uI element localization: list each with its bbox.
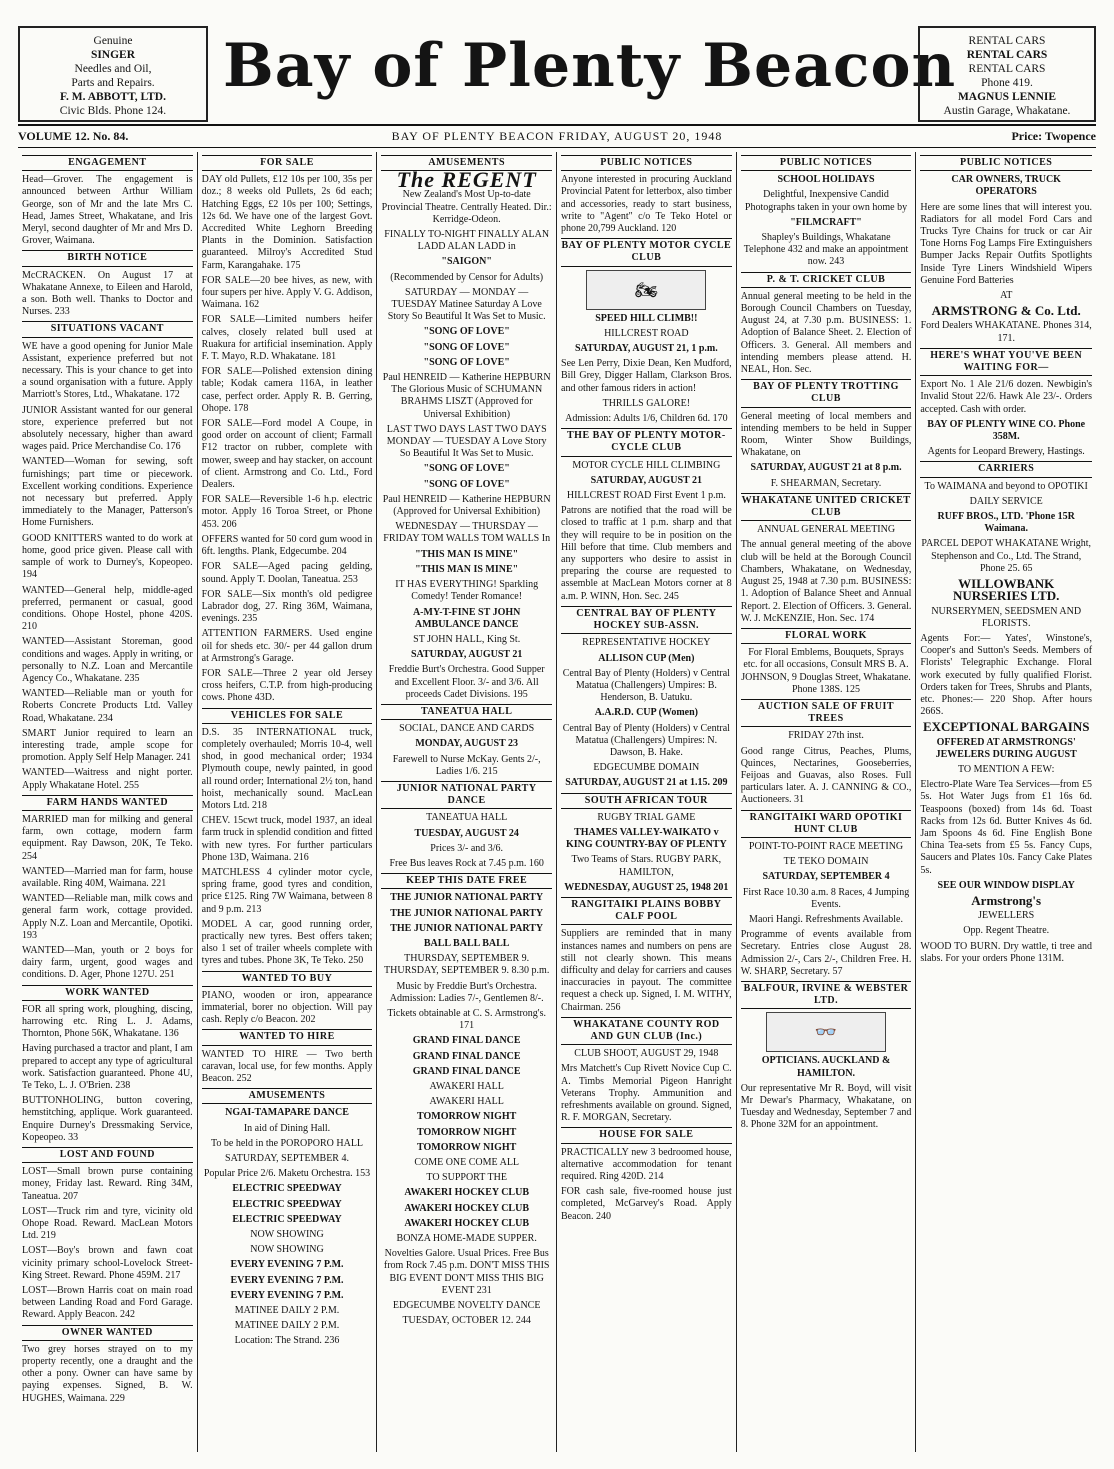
section-heading: JUNIOR NATIONAL PARTY DANCE	[381, 781, 552, 809]
centered-line: REPRESENTATIVE HOCKEY	[582, 637, 711, 649]
centered-line: WEDNESDAY — THURSDAY — FRIDAY TOM WALLS TOM WALLS In	[383, 521, 551, 545]
issue-date: BAY OF PLENTY BEACON FRIDAY, AUGUST 20, 1948	[391, 129, 723, 143]
classified-ad-text: FOR SALE—Limited numbers heifer calves, closely related bull used at Ruakura for artificial insemination. Apply F. T. Mayo, R.D. Whakatane. 181	[201, 314, 373, 363]
centered-line: EDGECUMBE DOMAIN	[593, 762, 700, 774]
centered-line: OPTICIANS. AUCKLAND & HAMILTON.	[761, 1055, 891, 1079]
ad-line: MAGNUS LENNIE	[957, 91, 1057, 103]
centered-line: ALLISON CUP (Men)	[598, 652, 695, 664]
centered-line: MONDAY, AUGUST 23	[415, 738, 519, 750]
centered-line: "SAIGON"	[441, 256, 492, 268]
centered-line: "THIS MAN IS MINE"	[415, 563, 519, 575]
section-heading: SITUATIONS VACANT	[22, 321, 193, 337]
classified-ad-text: FOR cash sale, five-roomed house just completed, McGarvey's Road. Apply Beacon. 240	[561, 1186, 732, 1222]
ad-line: F. M. ABBOTT, LTD.	[60, 91, 166, 103]
centered-line: SATURDAY, AUGUST 21 at 1.15. 209	[565, 777, 728, 789]
classified-ad-text: JUNIOR Assistant wanted for our general store, experience preferred but not absolutely necessary, higher than award wages paid. Price Merchandise Co. 176	[22, 404, 193, 453]
section-heading: AMUSEMENTS	[381, 155, 552, 171]
section-heading: AUCTION SALE OF FRUIT TREES	[741, 699, 912, 727]
section-heading: RANGITAIKI WARD OPOTIKI HUNT CLUB	[741, 810, 912, 838]
section-heading: PUBLIC NOTICES	[561, 155, 732, 171]
centered-line: BONZA HOME-MADE SUPPER.	[396, 1233, 537, 1245]
centered-line: In aid of Dining Hall.	[243, 1122, 331, 1134]
classified-ad-text: Anyone interested in procuring Auckland Provincial Patent for letterbox, also timber and accessories, ready to start business, write to "Agent" c/o Te Teko Hotel or phone 20,799 Auckland. 120	[561, 174, 732, 235]
centered-line: TE TEKO DOMAIN	[783, 856, 869, 868]
section-heading: LOST AND FOUND	[22, 1147, 193, 1163]
centered-line: THAMES VALLEY-WAIKATO v KING COUNTRY-BAY OF PLENTY	[566, 826, 727, 851]
centered-line: "SONG OF LOVE"	[423, 356, 510, 368]
centered-line: TO MENTION A FEW:	[958, 763, 1055, 775]
column-4	[557, 152, 737, 1452]
classified-ad-text: LOST—Brown Harris coat on main road between Landing Road and Ford Garage. Reward. Apply Beacon. 242	[22, 1285, 193, 1321]
centered-line: "THIS MAN IS MINE"	[415, 548, 519, 560]
centered-line: SATURDAY — MONDAY — TUESDAY Matinee Saturday A Love Story So Beautiful It Was Set to Music.	[387, 286, 546, 323]
display-heading: WILLOWBANK NURSERIES LTD.	[952, 576, 1060, 604]
centered-line: MOTOR CYCLE HILL CLIMBING	[572, 459, 721, 471]
classified-ad-text: Electro-Plate Ware Tea Services—from £5 5s. Hot Water Jugs from £1 16s 6d. Teaspoons (boxed) from 14s 6d. Toast Racks from 12s 6d. Butter Knives 4s 6d. Jam Spoons 4s 6d. Fine English Bone China Tea-sets from £5 5s. Fancy Cups, Saucers and Plates 10s. Fancy Cake Plates 5s.	[920, 779, 1093, 876]
classified-ad-text: Agents For:— Yates', Winstone's, Cooper's and Sutton's Seeds. Members of Florists' Telegraphic Exchange. Floral work executed by fully qualified Florist. Orders taken for Trees, Shrubs and Plants, etc. Phones:— 220 Shop. After hours 266S.	[920, 632, 1093, 718]
centered-line: THRILLS GALORE!	[602, 397, 691, 409]
centered-line: EVERY EVENING 7 P.M.	[230, 1289, 344, 1301]
section-heading: PUBLIC NOTICES	[741, 155, 912, 171]
centered-line: DAILY SERVICE	[969, 495, 1043, 507]
centered-line: BALL BALL BALL	[423, 937, 510, 949]
centered-line: First Race 10.30 a.m. 8 Races, 4 Jumping Events.	[742, 886, 910, 910]
centered-line: Popular Price 2/6. Maketu Orchestra. 153	[203, 1168, 371, 1180]
centered-line: TANEATUA HALL	[426, 812, 508, 824]
centered-line: Freddie Burt's Orchestra. Good Supper and Excellent Floor. 3/- and 3/6. All proceeds Cadet Divisions. 195	[388, 664, 545, 700]
section-heading: BAY OF PLENTY MOTOR CYCLE CLUB	[561, 238, 732, 266]
classified-ad-text: See Len Perry, Dixie Dean, Ken Mudford, Bill Grey, Digger Hallam, Clarkson Bros. and other famous riders in action!	[561, 358, 732, 394]
centered-line: For Floral Emblems, Bouquets, Sprays etc. for all occasions, Consult MRS B. A. JOHNSON, 9 Douglas Street, Whakatane. Phone 138S. 125	[741, 647, 911, 695]
classified-ad-text: MODEL A car, good running order, practically new tyres. Best offers taken; also 1 set of trailer wheels complete with tyres and tubes. Phone 3K, Te Teko. 250	[201, 918, 373, 967]
classified-ad-text: Suppliers are reminded that in many instances names and numbers on pens are still not clearly shown. This means difficulty and delay for carriers and causes inaccuracies in payout. The committee request a check up. Signed, I. M. WITHY, Chairman. 256	[561, 928, 732, 1013]
ad-line: RENTAL CARS	[968, 63, 1046, 75]
centered-line: ST JOHN HALL, King St.	[413, 633, 521, 645]
classified-ad-text: FOR SALE—20 bee hives, as new, with four supers per hive. Apply V. G. Addison, Waimana. 162	[201, 274, 373, 311]
centered-line: EVERY EVENING 7 P.M.	[230, 1274, 344, 1286]
ad-line: Austin Garage, Whakatane.	[943, 105, 1071, 117]
section-heading: HERE'S WHAT YOU'VE BEEN WAITING FOR—	[920, 348, 1092, 376]
centered-line: FRIDAY 27th inst.	[788, 730, 864, 742]
classified-ad-text: LOST—Truck rim and tyre, vicinity old Ohope Road. Reward. MacLean Motors Ltd. 219	[22, 1205, 193, 1242]
classified-ad-text: Annual general meeting to be held in the Borough Council Chambers on Tuesday, August 24, at 7.30 p.m. BUSINESS: 1. Adoption of Balance Sheet. 2. Election of Officers. 3. General. All members and intending members please attend. H. NEAL, Hon. Sec.	[740, 290, 912, 376]
centered-line: Opp. Regent Theatre.	[963, 925, 1050, 937]
classified-ad-text: Patrons are notified that the road will be closed to traffic at 1 p.m. sharp and that they will require to be in position on the Hill before that time. Club members and any supporters who desire to assist in preparing the course are requested to assemble at MacLean Motors corner at 8 a.m. P. WINN, Hon. Sec. 245	[561, 505, 732, 602]
section-heading: OWNER WANTED	[22, 1325, 193, 1341]
classified-ad-text: McCRACKEN. On August 17 at Whakatane Annexe, to Eileen and Harold, a son. Both well. Thanks to Doctor and Nurses. 233	[22, 269, 193, 318]
centered-line: Agents for Leopard Brewery, Hastings.	[927, 446, 1085, 458]
centered-line: CAR OWNERS, TRUCK OPERATORS	[951, 174, 1061, 198]
centered-line: Music by Freddie Burt's Orchestra. Admission: Ladies 7/-, Gentlemen 8/-.	[389, 980, 544, 1004]
columns	[18, 152, 1096, 1452]
classified-ad-text: Having purchased a tractor and plant, I am prepared to accept any type of agricultural work. Satisfaction guaranteed. Phone 4U, Te Teko, L. J. O'Brien. 238	[22, 1043, 193, 1092]
centered-line: THE JUNIOR NATIONAL PARTY	[390, 922, 544, 934]
centered-line: Tickets obtainable at C. S. Armstrong's. 171	[387, 1007, 546, 1032]
section-heading: VEHICLES FOR SALE	[202, 708, 373, 724]
section-heading: AMUSEMENTS	[202, 1088, 373, 1104]
section-heading: WANTED TO HIRE	[202, 1029, 373, 1045]
section-heading: WANTED TO BUY	[202, 971, 373, 987]
centered-line: Free Bus leaves Rock at 7.45 p.m. 160	[389, 857, 544, 869]
section-heading: WHAKATANE COUNTY ROD AND GUN CLUB (Inc.)	[561, 1017, 732, 1045]
rental-cars-ad-box	[918, 26, 1096, 122]
centered-line: A.A.R.D. CUP (Women)	[594, 707, 699, 719]
centered-line: OFFERED AT ARMSTRONGS' JEWELERS DURING AUGUST	[935, 736, 1077, 760]
classified-ad-text: FOR SALE—Aged pacing gelding, sound. Apply T. Doolan, Taneatua. 253	[201, 561, 373, 585]
centered-line: "SONG OF LOVE"	[423, 341, 510, 353]
classified-ad-text: FOR SALE—Reversible 1-6 h.p. electric motor. Apply 16 Toroa Street, or Phone 453. 206	[201, 494, 373, 530]
centered-line: HILLCREST ROAD	[604, 327, 689, 339]
masthead	[18, 18, 1096, 126]
centered-line: AWAKERI HOCKEY CLUB	[404, 1217, 529, 1229]
ad-line: RENTAL CARS	[966, 49, 1048, 61]
classified-ad-text: DAY old Pullets, £12 10s per 100, 35s per doz.; 8 weeks old Pullets, 2s 6d each; Hatching Eggs, £2 10s per 100; Settings, 12s 6d. We have one of the largest Govt. Accredited White Leghorn Breeding Plants in the Dominion. Satisfaction guaranteed. Milroy's Accredited Stud Farm, Karangahake. 175	[201, 174, 373, 271]
centered-line: AT	[1000, 290, 1013, 302]
illustration-icon: 👓	[766, 1012, 886, 1052]
classified-ad-text: Our representative Mr R. Boyd, will visit Mr Dewar's Pharmacy, Whakatane, on Tuesday and Wednesday, September 7 and 8. Phone 32M for an appointment.	[740, 1082, 912, 1131]
classified-ad-text: WANTED—Woman for sewing, soft furnishings; part time or piecework. Excellent working conditions. Experience not necessary but preferred. Apply immediately to the Manager, Patterson's Home Furnishers.	[22, 456, 193, 529]
centered-line: SATURDAY, SEPTEMBER 4.	[225, 1153, 349, 1165]
centered-line: TOMORROW NIGHT	[416, 1111, 517, 1123]
centered-line: THE JUNIOR NATIONAL PARTY	[390, 907, 544, 919]
classified-ad-text: SMART Junior required to learn an interesting trade, ample scope for promotion. Apply Self Help Manager. 241	[22, 727, 193, 764]
section-heading: SOUTH AFRICAN TOUR	[561, 793, 732, 809]
centered-line: EDGECUMBE NOVELTY DANCE	[392, 1300, 541, 1312]
classified-ad-text: LOST—Small brown purse containing money, Friday last. Reward. Ring 34M, Taneatua. 207	[22, 1166, 193, 1202]
theatre-name: The REGENT	[396, 167, 537, 193]
centered-line: AWAKERI HALL	[429, 1096, 504, 1108]
ad-line: Parts and Repairs.	[71, 77, 155, 89]
section-heading: FLORAL WORK	[741, 628, 912, 644]
column-5	[737, 152, 917, 1452]
centered-line: SEE OUR WINDOW DISPLAY	[937, 879, 1075, 891]
classified-ad-text: FOR SALE—Three 2 year old Jersey cross heifers, C.T.P. from high-producing cows. Phone 43D.	[201, 667, 373, 704]
centered-line: ANNUAL GENERAL MEETING	[756, 524, 896, 536]
centered-line: Prices 3/- and 3/6.	[430, 842, 504, 854]
centered-line: GRAND FINAL DANCE	[412, 1050, 521, 1062]
section-heading: TANEATUA HALL	[381, 704, 552, 720]
centered-line: Location: The Strand. 236	[234, 1335, 340, 1347]
classified-ad-text: FOR SALE—Polished extension dining table; Kodak camera 116A, in leather case, perfect order. Apply R. B. Gerring, Ohope. 178	[201, 366, 373, 414]
classified-ad-text: MATCHLESS 4 cylinder motor cycle, spring frame, good tyres and condition, price £125. Ring 7W Waimana, between 8 and 9 p.m. 213	[201, 866, 373, 915]
centered-line: RUGBY TRIAL GAME	[597, 811, 696, 823]
section-heading: BALFOUR, IRVINE & WEBSTER LTD.	[741, 981, 912, 1009]
centered-line: Paul HENREID — Katherine HEPBURN The Glorious Music of SCHUMANN BRAHMS LISZT (Approved for Universal Exhibition)	[382, 372, 551, 420]
centered-line: Shapley's Buildings, Whakatane Telephone 432 and make an appointment now. 243	[743, 232, 909, 268]
section-heading: CARRIERS	[920, 461, 1092, 477]
centered-line: SATURDAY, AUGUST 21, 1 p.m.	[574, 343, 718, 355]
centered-line: GRAND FINAL DANCE	[412, 1035, 521, 1047]
classified-ad-text: WANTED—Man, youth or 2 boys for dairy farm, urgent, good wages and conditions. D. Ager, Phone 127U. 251	[22, 944, 193, 981]
centered-line: HILLCREST ROAD First Event 1 p.m.	[566, 490, 726, 502]
section-heading: KEEP THIS DATE FREE	[381, 873, 552, 889]
centered-line: A-MY-T-FINE ST JOHN AMBULANCE DANCE	[412, 606, 521, 630]
centered-line: "FILMCRAFT"	[790, 216, 862, 228]
classified-ad-text: Two grey horses strayed on to my property recently, one a draught and the other a pony. Owner can have same by paying expenses. Signed, B. W. HUGHES, Waimana. 229	[22, 1343, 193, 1404]
ad-line: Civic Blds. Phone 124.	[59, 105, 167, 117]
volume-number: VOLUME 12. No. 84.	[18, 129, 129, 143]
section-heading: FOR SALE	[202, 155, 373, 171]
centered-line: SOCIAL, DANCE AND CARDS	[399, 723, 535, 735]
newspaper-page	[18, 18, 1096, 1458]
ad-line: RENTAL CARS	[968, 35, 1046, 47]
centered-line: "SONG OF LOVE"	[423, 478, 510, 490]
section-heading: BIRTH NOTICE	[22, 250, 193, 266]
section-heading: PUBLIC NOTICES	[920, 155, 1092, 171]
centered-line: CLUB SHOOT, AUGUST 29, 1948	[574, 1048, 719, 1060]
centered-line: Maori Hangi. Refreshments Available.	[749, 913, 903, 925]
classified-ad-text: LOST—Boy's brown and fawn coat vicinity primary school-Lovelock Street-King Street. Reward. Phone 459M. 217	[22, 1245, 193, 1281]
section-heading: FARM HANDS WANTED	[22, 795, 193, 811]
centered-line: ELECTRIC SPEEDWAY	[232, 1213, 342, 1225]
classified-ad-text: OFFERS wanted for 50 cord gum wood in 6ft. lengths. Plank, Edgecumbe. 204	[201, 533, 373, 558]
classified-ad-text: WOOD TO BURN. Dry wattle, ti tree and slabs. For your orders Phone 131M.	[920, 940, 1093, 964]
display-heading: Armstrong's	[971, 892, 1042, 908]
classified-ad-text: BUTTONHOLING, button covering, hemstitching, applique. Work guaranteed. Enquire Durney's Dressmaking Service, Kopeopeo. 33	[22, 1095, 193, 1143]
centered-line: TUESDAY, AUGUST 24	[414, 827, 519, 839]
ad-line: Phone 419.	[981, 77, 1033, 89]
centered-line: BAY OF PLENTY WINE CO. Phone 358M.	[927, 418, 1086, 443]
classified-ad-text: WANTED—Assistant Storeman, good conditions and wages. Apply in writing, or personally to N.Z. Loan and Mercantile Agency Co., Whakatane. 235	[22, 636, 193, 684]
centered-line: RUFF BROS., LTD. 'Phone 15R Waimana.	[937, 511, 1075, 535]
centered-line: ELECTRIC SPEEDWAY	[232, 1198, 342, 1210]
centered-line: AWAKERI HOCKEY CLUB	[404, 1202, 529, 1214]
centered-line: IT HAS EVERYTHING! Sparkling Comedy! Tender Romance!	[395, 579, 539, 603]
centered-line: Farewell to Nurse McKay. Gents 2/-, Ladies 1/6. 215	[392, 753, 541, 777]
classified-ad-text: WANTED TO HIRE — Two berth caravan, local use, for few months. Apply Beacon. 252	[201, 1048, 373, 1085]
classified-ad-text: Mrs Matchett's Cup Rivett Novice Cup C. A. Timbs Memorial Pigeon Hanright Veterans Trophy. Ammunition and refreshments available on ground. Signed, R. F. MORGAN, Secretary.	[561, 1063, 732, 1124]
centered-line: "SONG OF LOVE"	[423, 326, 510, 338]
classified-ad-text: The annual general meeting of the above club will be held at the Borough Council Chambers, Whakatane, on Wednesday, August 25, 1948 at 7.30 p.m. BUSINESS: 1. Adoption of Balance Sheet and Annual Report. 2. Election of Officers. 3. General. W. J. McKENZIE, Hon. Sec. 174	[740, 539, 912, 624]
centered-line: NOW SHOWING	[250, 1229, 324, 1241]
centered-line: SPEED HILL CLIMB!!	[595, 312, 698, 324]
section-heading: THE BAY OF PLENTY MOTOR-CYCLE CLUB	[561, 428, 732, 456]
centered-line: AWAKERI HALL	[429, 1081, 504, 1092]
section-heading: BAY OF PLENTY TROTTING CLUB	[741, 379, 912, 407]
centered-line: SATURDAY, AUGUST 21 at 8 p.m.	[750, 462, 902, 474]
section-heading: WORK WANTED	[22, 985, 193, 1001]
centered-line: PARCEL DEPOT WHAKATANE Wright, Stephenson and Co., Ltd. The Strand, Phone 25. 65	[921, 538, 1092, 574]
classified-ad-text: PRACTICALLY new 3 bedroomed house, alternative accommodation for tenant required. Ring 420D. 214	[561, 1146, 732, 1183]
classified-ad-text: WANTED—Reliable man, milk cows and general farm work, cottage provided. Apply N.Z. Loan and Mercantile, Opotiki. 193	[22, 893, 193, 941]
section-heading: CENTRAL BAY OF PLENTY HOCKEY SUB-ASSN.	[561, 606, 732, 634]
centered-line: THE JUNIOR NATIONAL PARTY	[390, 892, 544, 904]
column-3	[377, 152, 557, 1452]
ad-line: Genuine	[93, 35, 133, 47]
classified-ad-text: Export No. 1 Ale 21/6 dozen. Newbigin's Invalid Stout 22/6. Hawk Ale 23/-. Orders accepted. Cash with order.	[920, 379, 1093, 415]
column-2	[198, 152, 378, 1452]
classified-ad-text: WANTED—General help, middle-aged preferred, permanent or casual, good conditions. Ohope Hostel, phone 420S. 210	[22, 584, 193, 633]
price: Price: Twopence	[1011, 129, 1096, 143]
centered-line: AWAKERI HOCKEY CLUB	[404, 1187, 529, 1199]
classified-ad-text: WANTED—Waitress and night porter. Apply Whakatane Hotel. 255	[22, 767, 193, 791]
centered-line: Central Bay of Plenty (Holders) v Central Matatua (Challengers) Umpires: B. Henderson, B. Uatuku.	[562, 667, 730, 704]
centered-line: To WAIMANA and beyond to OPOTIKI	[924, 480, 1088, 492]
centered-line: SATURDAY, SEPTEMBER 4	[762, 871, 890, 883]
classified-ad-text: GOOD KNITTERS wanted to do work at home, good price given. Please call with sample of work to Durney's, Kopeopeo. 194	[22, 532, 193, 581]
section-heading: WHAKATANE UNITED CRICKET CLUB	[741, 493, 912, 521]
classified-ad-text: CHEV. 15cwt truck, model 1937, an ideal farm truck in splendid condition and fitted with new tyres. For further particulars Phone 13D, Waimana. 216	[201, 815, 373, 863]
classified-ad-text: FOR SALE—Ford model A Coupe, in good order on account of client; Farmall F12 tractor on rubber, complete with mower, sweep and hay stacker, on account of client. Armstrong and Co. Ltd., Ford Dealers.	[201, 418, 373, 491]
centered-line: New Zealand's Most Up-to-date Provincial Theatre. Centrally Heated. Dir.: Kerridge-Odeon.	[381, 189, 552, 225]
ad-line: Needles and Oil,	[74, 63, 152, 75]
centered-line: ELECTRIC SPEEDWAY	[232, 1183, 342, 1195]
classified-ad-text: WANTED—Reliable man or youth for Roberts Concrete Products Ltd. Valley Road, Whakatane. 234	[22, 688, 193, 724]
centered-line: TO SUPPORT THE	[426, 1172, 507, 1184]
section-heading: RANGITAIKI PLAINS BOBBY CALF POOL	[561, 897, 732, 925]
classified-ad-text: Head—Grover. The engagement is announced between Arthur William George, son of Mr and the late Mrs C. Head, James Street, Whakatane, and Iris Meryl, second daughter of Mr and Mrs D. Grover, Waimana.	[22, 174, 193, 247]
centered-line: Ford Dealers WHAKATANE. Phones 314, 171.	[920, 320, 1092, 344]
classified-ad-text: PIANO, wooden or iron, appearance immaterial, borer no objection. Will pay cash. Reply c/o Beacon. 202	[201, 989, 373, 1026]
centered-line: (Recommended by Censor for Adults)	[390, 271, 544, 283]
display-heading: ARMSTRONG & Co. Ltd.	[931, 303, 1081, 319]
section-heading: HOUSE FOR SALE	[561, 1127, 732, 1143]
classified-ad-text: FOR all spring work, ploughing, discing, harrowing etc. Ring L. J. Adams, Thornton, Phone 56K, Whakatane. 136	[22, 1003, 193, 1040]
classified-ad-text: WANTED—Married man for farm, house available. Ring 40M, Waimana. 221	[22, 865, 193, 889]
centered-line: THURSDAY, SEPTEMBER 9. THURSDAY, SEPTEMBER 9. 8.30 p.m.	[384, 953, 550, 977]
classified-ad-text: WE have a good opening for Junior Male Assistant, experience preferred but not necessary. This is your chance to get into a sound organisation with a future. Apply Marriott's Stores, Ltd., Whakatane. 172	[22, 340, 193, 401]
display-heading: EXCEPTIONAL BARGAINS	[922, 719, 1090, 735]
singer-ad-box	[18, 26, 208, 122]
centered-line: Admission: Adults 1/6, Children 6d. 170	[565, 413, 728, 425]
centered-line: GRAND FINAL DANCE	[412, 1065, 521, 1077]
illustration-icon: 🏍	[586, 270, 706, 310]
classified-ad-text: ATTENTION FARMERS. Used engine oil for sheds etc. 30/- per 44 gallon drum at Armstrong's Garage.	[201, 628, 373, 664]
centered-line: Paul HENREID — Katherine HEPBURN (Approved for Universal Exhibition)	[382, 493, 551, 518]
centered-line: COME ONE COME ALL	[414, 1157, 520, 1169]
centered-line: WEDNESDAY, AUGUST 25, 1948 201	[564, 881, 729, 893]
section-heading: ENGAGEMENT	[22, 155, 193, 171]
classified-ad-text: FOR SALE—Six month's old pedigree Labrador dog, 27. Ring 36M, Waimana, evenings. 235	[201, 588, 373, 625]
classified-ad-text: Here are some lines that will interest you. Radiators for all model Ford Cars and Trucks Tyre Chains for truck or car Air Tone Horns Fog Lamps Fire Extinguishers Bumper Jacks Repair Outfits Spotlights Inside Tyre Liners Windshield Wipers Genuine Ford Batteries	[920, 201, 1093, 286]
section-heading: P. & T. CRICKET CLUB	[741, 272, 912, 288]
column-1	[18, 152, 198, 1452]
centered-line: "SONG OF LOVE"	[423, 463, 510, 475]
centered-line: Central Bay of Plenty (Holders) v Central Matatua (Challengers) Umpires: N. Dawson, B. Hake.	[562, 722, 730, 758]
centered-line: Novelties Galore. Usual Prices. Free Bus from Rock 7.45 p.m. DON'T MISS THIS BIG EVENT DON'T MISS THIS BIG EVENT 231	[383, 1248, 550, 1296]
ad-line: SINGER	[90, 49, 136, 61]
centered-line: NOW SHOWING	[250, 1244, 324, 1256]
centered-line: MATINEE DAILY 2 P.M.	[234, 1320, 340, 1332]
centered-line: To be held in the POROPORO HALL	[210, 1137, 364, 1149]
centered-line: POINT-TO-POINT RACE MEETING	[748, 840, 904, 852]
centered-line: TOMORROW NIGHT	[416, 1141, 517, 1153]
dateline	[18, 126, 1096, 148]
centered-line: Delightful, Inexpensive Candid Photographs taken in your own home by	[744, 189, 908, 213]
centered-line: FINALLY TO-NIGHT FINALLY ALAN LADD ALAN LADD in	[384, 229, 550, 253]
centered-line: TOMORROW NIGHT	[416, 1126, 517, 1138]
column-6	[916, 152, 1096, 1452]
centered-line: SATURDAY, AUGUST 21	[410, 649, 523, 661]
classified-ad-text: General meeting of local members and intending members to be held in Supper Room, Winter Show Buildings, Whakatane, on	[740, 410, 912, 459]
centered-line: NGAI-TAMAPARE DANCE	[225, 1107, 349, 1119]
centered-line: SATURDAY, AUGUST 21	[590, 474, 703, 486]
centered-line: LAST TWO DAYS LAST TWO DAYS MONDAY — TUESDAY A Love Story So Beautiful It Was Set to Music.	[386, 423, 547, 460]
centered-line: NURSERYMEN, SEEDSMEN AND FLORISTS.	[931, 605, 1082, 629]
centered-line: MATINEE DAILY 2 P.M.	[234, 1305, 340, 1317]
classified-ad-text: Programme of events available from Secretary. Entries close August 28. Admission 2/-, Cars 2/-, Children Free. H. W. SHARP, Secretary. 57	[740, 929, 912, 977]
centered-line: TUESDAY, OCTOBER 12. 244	[402, 1315, 531, 1327]
classified-ad-text: D.S. 35 INTERNATIONAL truck, completely overhauled; Morris 10-4, well shod, in good mechanical order; 1934 Plymouth coupe, newly painted, in good all round order; International 2½ ton, hand hoist, mechanically sound. MacLean Motors Ltd. 218	[201, 726, 373, 811]
centered-line: SCHOOL HOLIDAYS	[777, 174, 875, 186]
classified-ad-text: MARRIED man for milking and general farm, own cottage, modern farm equipment. Ray Dawson, 20K, Te Teko. 254	[22, 813, 193, 862]
centered-line: JEWELLERS	[978, 910, 1035, 922]
centered-line: Two Teams of Stars. RUGBY PARK, HAMILTON,	[571, 854, 722, 878]
centered-line: F. SHEARMAN, Secretary.	[770, 477, 882, 489]
centered-line: EVERY EVENING 7 P.M.	[230, 1259, 344, 1271]
classified-ad-text: Good range Citrus, Peaches, Plums, Quinces, Nectarines, Gooseberries, Feijoas and Guavas, also Roses. Full particulars later. A. J. CANNING & CO., Auctioneers. 31	[740, 745, 912, 806]
newspaper-title: Bay of Plenty Beacon	[223, 31, 957, 101]
